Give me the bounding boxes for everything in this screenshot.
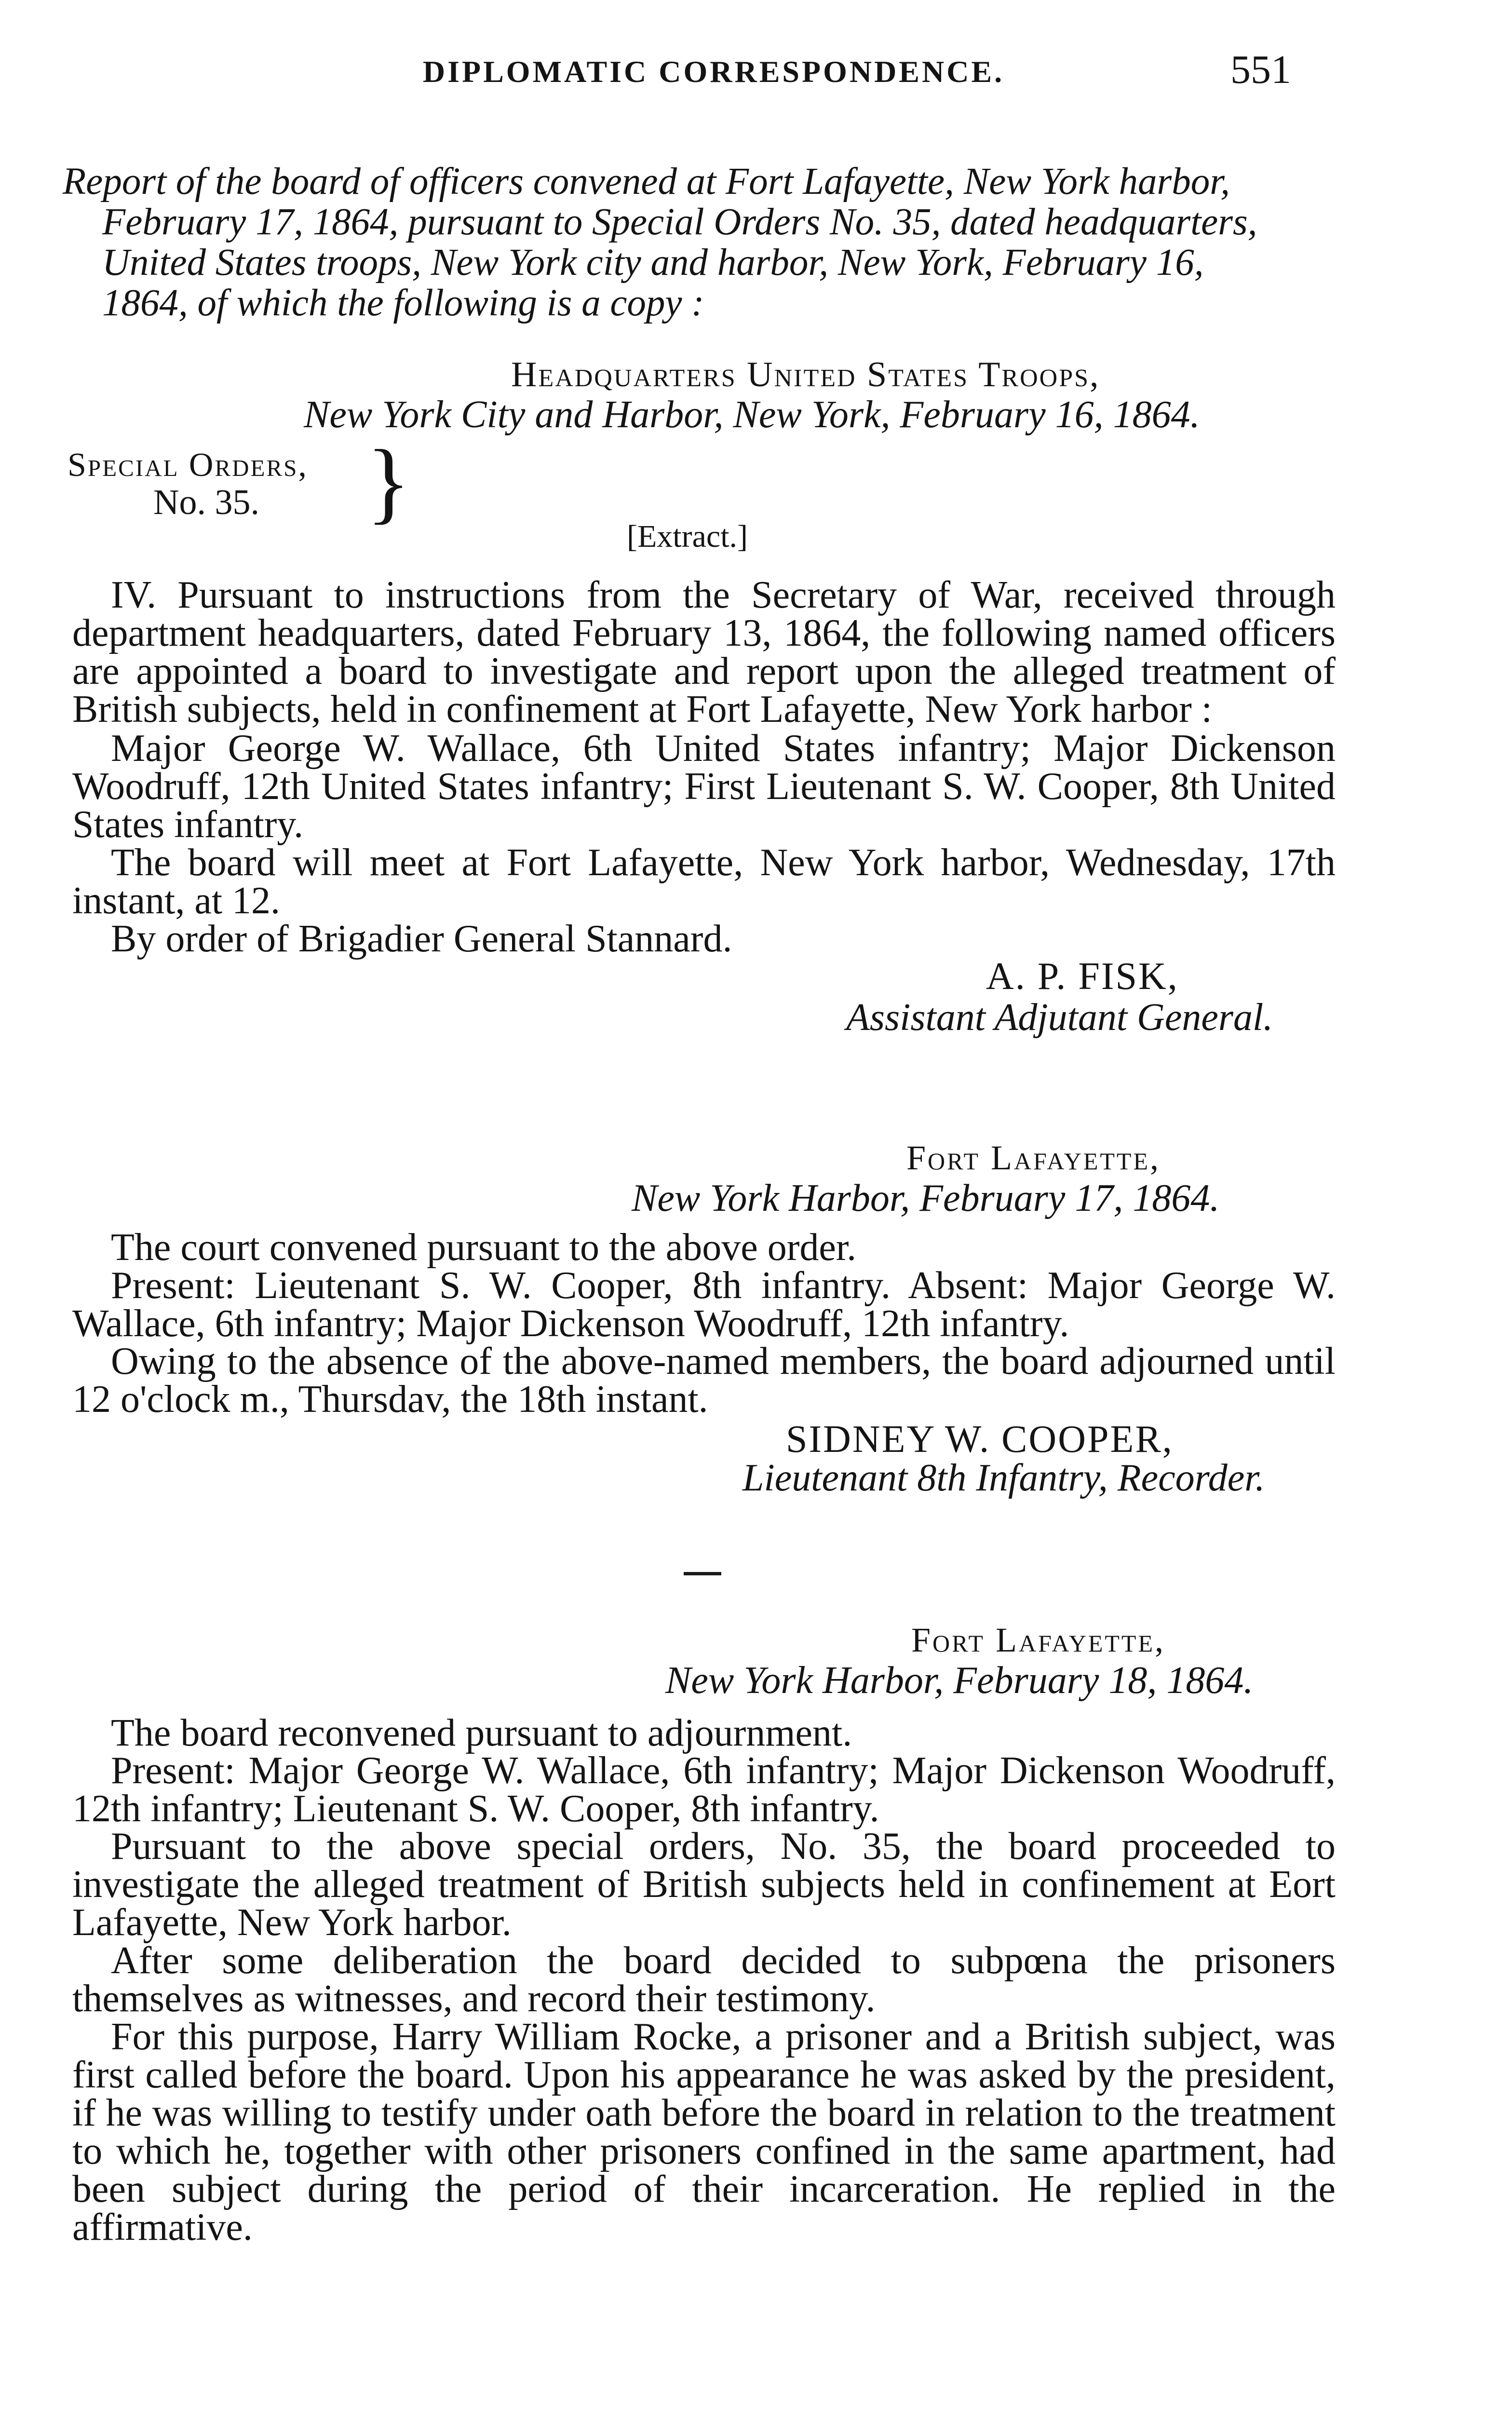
report-heading-line: United States troops, New York city and harbor, New York, February 16, bbox=[102, 242, 1204, 284]
brace-glyph: } bbox=[366, 432, 411, 533]
minutes-paragraph: Present: Lieutenant S. W. Cooper, 8th infantry. Absent: Major George W. Wallace, 6th infantry; Major Dickenson Woodruff, 12th infantry. bbox=[72, 1264, 1336, 1345]
headquarters-place-date: New York City and Harbor, New York, February 16, 1864. bbox=[304, 393, 1200, 436]
minutes-paragraph: The board reconvened pursuant to adjournment. bbox=[111, 1712, 852, 1754]
extract-label: [Extract.] bbox=[627, 519, 748, 554]
minutes-paragraph: Present: Major George W. Wallace, 6th infantry; Major Dickenson Woodruff, 12th infantry; Lieutenant S. W. Cooper, 8th infantry. bbox=[72, 1749, 1336, 1830]
special-orders-label: Special Orders, bbox=[68, 447, 308, 484]
order-paragraph: Major George W. Wallace, 6th United States infantry; Major Dickenson Woodruff, 12th United States infantry; First Lieutenant S. W. Cooper, 8th United States infantry. bbox=[72, 727, 1336, 846]
signer-title: Lieutenant 8th Infantry, Recorder. bbox=[742, 1457, 1265, 1499]
session-date: New York Harbor, February 18, 1864. bbox=[665, 1659, 1254, 1702]
order-paragraph: The board will meet at Fort Lafayette, New York harbor, Wednesday, 17th instant, at 12. bbox=[72, 841, 1336, 922]
report-heading-line: 1864, of which the following is a copy : bbox=[102, 282, 704, 324]
minutes-paragraph: For this purpose, Harry William Rocke, a prisoner and a British subject, was first called before the board. Upon his appearance he was asked by the president, if he was willing to testify under oath before the board in relation to the treatment to which he, together with other prisoners confined in the same apartment, had been subject during the period of their incarceration. He replied in the affirmative. bbox=[72, 2016, 1336, 2248]
special-orders-number: No. 35. bbox=[153, 483, 259, 522]
report-heading-line: Report of the board of officers convened at Fort Lafayette, New York harbor, bbox=[63, 161, 1230, 203]
section-divider bbox=[684, 1572, 721, 1575]
session-place: Fort Lafayette, bbox=[911, 1621, 1166, 1659]
minutes-paragraph: Owing to the absence of the above-named members, the board adjourned until 12 o'clock m., Thursdav, the 18th instant. bbox=[72, 1340, 1336, 1421]
signer-name: A. P. FISK, bbox=[986, 955, 1179, 998]
signer-title: Assistant Adjutant General. bbox=[846, 996, 1273, 1039]
minutes-paragraph: The court convened pursuant to the above order. bbox=[111, 1226, 857, 1269]
session-date: New York Harbor, February 17, 1864. bbox=[632, 1177, 1220, 1219]
signer-name: SIDNEY W. COOPER, bbox=[786, 1418, 1174, 1461]
page-number: 551 bbox=[1230, 47, 1291, 92]
minutes-paragraph: After some deliberation the board decided to subpœna the prisoners themselves as witnesses, and record their testimony. bbox=[72, 1939, 1336, 2020]
headquarters-heading: Headquarters United States Troops, bbox=[511, 355, 1100, 394]
running-title: DIPLOMATIC CORRESPONDENCE. bbox=[422, 54, 1005, 89]
session-place: Fort Lafayette, bbox=[906, 1138, 1161, 1177]
minutes-paragraph: Pursuant to the above special orders, No. 35, the board proceeded to investigate the alleged treatment of British subjects held in confinement at Eort Lafayette, New York harbor. bbox=[72, 1825, 1336, 1944]
order-paragraph: IV. Pursuant to instructions from the Secretary of War, received through department headquarters, dated February 13, 1864, the following named officers are appointed a board to investigate and report upon the alleged treatment of British subjects, held in confinement at Fort Lafayette, New York harbor : bbox=[72, 574, 1336, 731]
report-heading-line: February 17, 1864, pursuant to Special Orders No. 35, dated headquarters, bbox=[102, 201, 1257, 243]
report-heading bbox=[63, 162, 1336, 324]
order-paragraph: By order of Brigadier General Stannard. bbox=[111, 918, 732, 960]
